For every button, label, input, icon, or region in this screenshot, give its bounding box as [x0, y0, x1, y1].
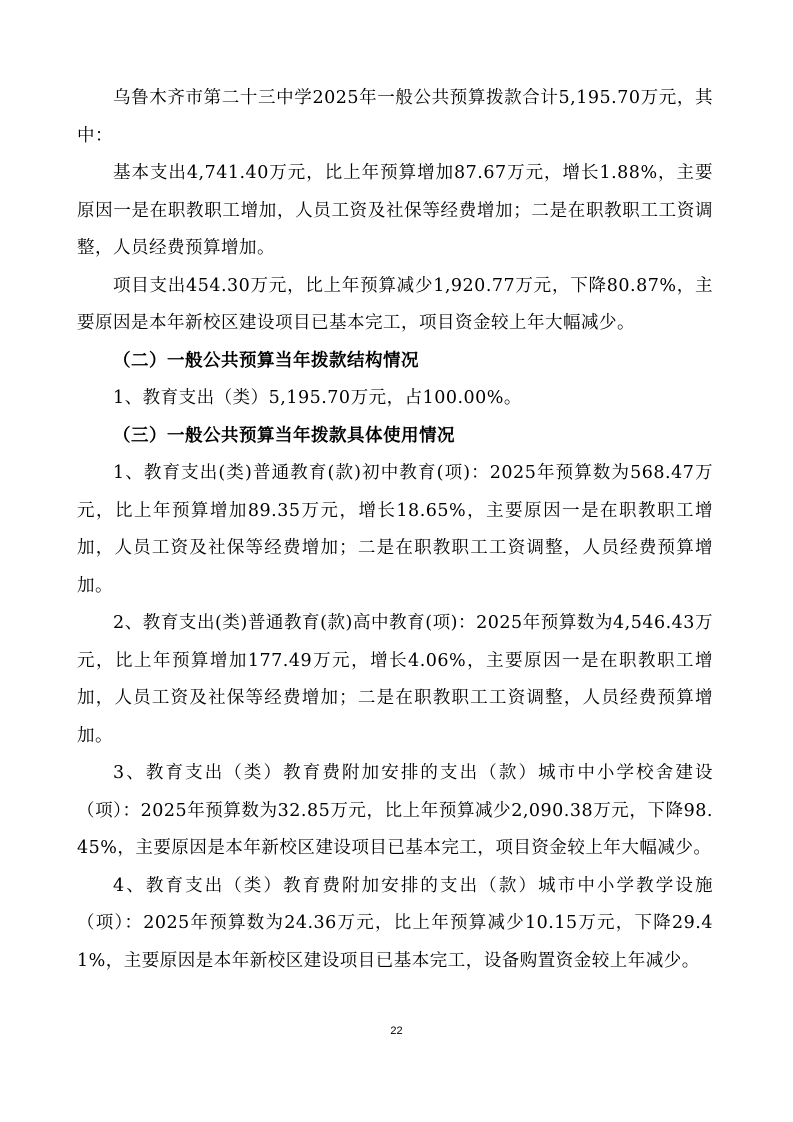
- paragraph-basic-expenditure: 基本支出4,741.40万元，比上年预算增加87.67万元，增长1.88%，主要原因一是在职教职工增加，人员工资及社保等经费增加；二是在职教职工工资调整，人员经费预算增加。: [77, 163, 713, 258]
- document-body: [77, 80, 713, 980]
- paragraph-project-expenditure: 项目支出454.30万元，比上年预算减少1,920.77万元，下降80.87%，主要原因是本年新校区建设项目已基本完工，项目资金较上年大幅减少。: [77, 275, 713, 333]
- page-number: 22: [390, 1025, 403, 1037]
- paragraph-usage-item-4: 4、教育支出（类）教育费附加安排的支出（款）城市中小学教学设施（项）：2025年预算数为24.36万元，比上年预算减少10.15万元，下降29.41%，主要原因是本年新校区建设项目已基本完工，设备购置资金较上年减少。: [77, 875, 713, 971]
- section-heading-usage: （三）一般公共预算当年拨款具体使用情况: [113, 425, 455, 446]
- paragraph-budget-total: 乌鲁木齐市第二十三中学2025年一般公共预算拨款合计5,195.70万元，其中：: [77, 88, 713, 146]
- paragraph-usage-item-2: 2、教育支出(类)普通教育(款)高中教育(项)：2025年预算数为4,546.43万元，比上年预算增加177.49万元，增长4.06%，主要原因一是在职教职工增加，人员工资及社保等经费增加；二是在职教职工工资调整，人员经费预算增加。: [77, 613, 713, 746]
- section-heading-structure: （二）一般公共预算当年拨款结构情况: [113, 350, 419, 371]
- paragraph-usage-item-3: 3、教育支出（类）教育费附加安排的支出（款）城市中小学校舍建设（项）：2025年预算数为32.85万元，比上年预算减少2,090.38万元，下降98.45%，主要原因是本年新校区建设项目已基本完工，项目资金较上年大幅减少。: [77, 763, 713, 858]
- paragraph-usage-item-1: 1、教育支出(类)普通教育(款)初中教育(项)：2025年预算数为568.47万元，比上年预算增加89.35万元，增长18.65%，主要原因一是在职教职工增加，人员工资及社保等经费增加；二是在职教职工工资调整，人员经费预算增加。: [77, 463, 713, 596]
- paragraph-structure-item-1: 1、教育支出（类）5,195.70万元，占100.00%。: [113, 388, 522, 408]
